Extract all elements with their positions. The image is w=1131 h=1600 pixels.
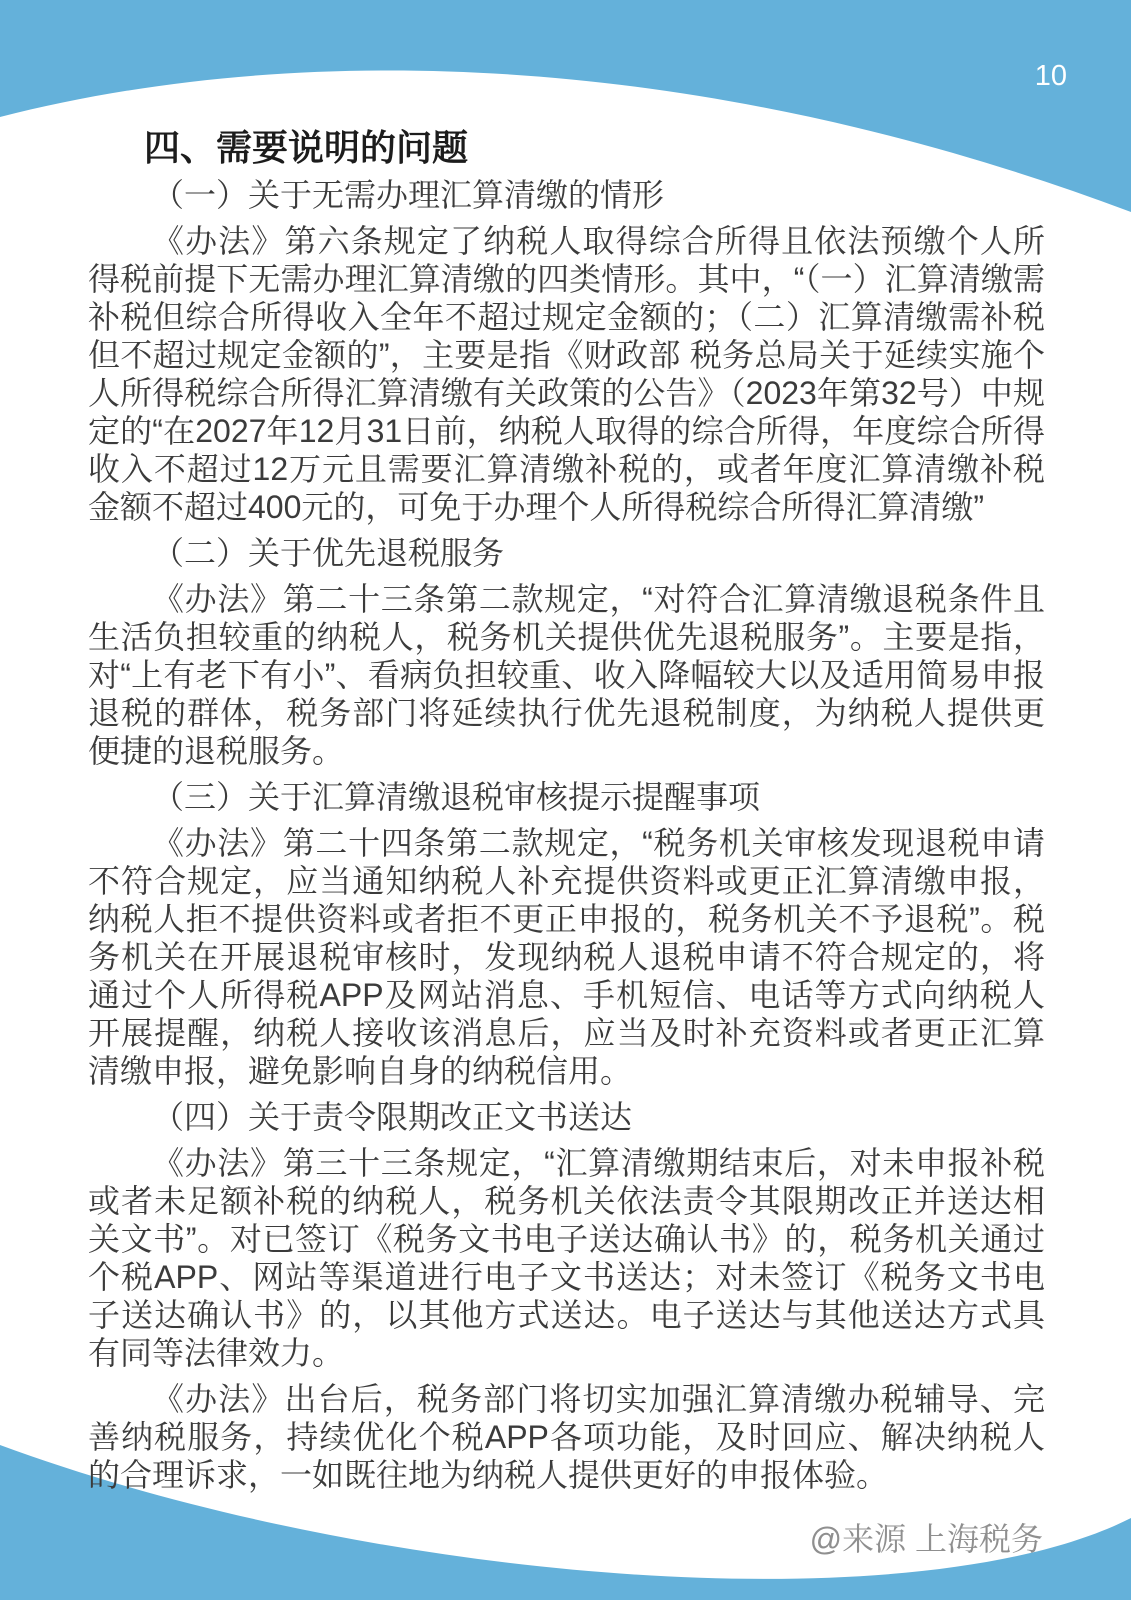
section-2-paragraph-1: 《办法》第二十三条第二款规定，“对符合汇算清缴退税条件且生活负担较重的纳税人，税务机关提供优先退税服务”。主要是指，对“上有老下有小”、看病负担较重、收入降幅较大以及适用简易申报退税的群体，税务部门将延续执行优先退税制度，为纳税人提供更便捷的退税服务。 — [88, 581, 1045, 769]
document-title: 四、需要说明的问题 — [144, 127, 469, 168]
section-4-paragraph-1: 《办法》第三十三条规定，“汇算清缴期结束后，对未申报补税或者未足额补税的纳税人，税务机关依法责令其限期改正并送达相关文书”。对已签订《税务文书电子送达确认书》的，税务机关通过个税APP、网站等渠道进行电子文书送达；对未签订《税务文书电子送达确认书》的，以其他方式送达。电子送达与其他送达方式具有同等法律效力。 — [88, 1145, 1045, 1371]
page-number: 10 — [1034, 60, 1067, 92]
document-content — [0, 126, 1131, 1558]
section-1-heading: （一）关于无需办理汇算清缴的情形 — [152, 177, 665, 213]
section-3-paragraph-1: 《办法》第二十四条第二款规定，“税务机关审核发现退税申请不符合规定，应当通知纳税人补充提供资料或更正汇算清缴申报，纳税人拒不提供资料或者拒不更正申报的，税务机关不予退税”。税务机关在开展退税审核时，发现纳税人退税申请不符合规定的，将通过个人所得税APP及网站消息、手机短信、电话等方式向纳税人开展提醒，纳税人接收该消息后，应当及时补充资料或者更正汇算清缴申报，避免影响自身的纳税信用。 — [88, 825, 1045, 1089]
source-attribution: @来源 上海税务 — [809, 1521, 1043, 1557]
section-1-paragraph-1: 《办法》第六条规定了纳税人取得综合所得且依法预缴个人所得税前提下无需办理汇算清缴的四类情形。其中，“（一）汇算清缴需补税但综合所得收入全年不超过规定金额的；（二）汇算清缴需补税但不超过规定金额的”，主要是指《财政部 税务总局关于延续实施个人所得税综合所得汇算清缴有关政策的公告》（2023年第32号）中规定的“在2027年12月31日前，纳税人取得的综合所得，年度综合所得收入不超过12万元且需要汇算清缴补税的，或者年度汇算清缴补税金额不超过400元的，可免于办理个人所得税综合所得汇算清缴” — [88, 223, 1045, 525]
section-2-heading: （二）关于优先退税服务 — [152, 535, 505, 571]
section-4-heading: （四）关于责令限期改正文书送达 — [152, 1099, 633, 1135]
closing-paragraph: 《办法》出台后，税务部门将切实加强汇算清缴办税辅导、完善纳税服务，持续优化个税APP各项功能，及时回应、解决纳税人的合理诉求，一如既往地为纳税人提供更好的申报体验。 — [88, 1381, 1045, 1493]
section-3-heading: （三）关于汇算清缴退税审核提示提醒事项 — [152, 779, 761, 815]
